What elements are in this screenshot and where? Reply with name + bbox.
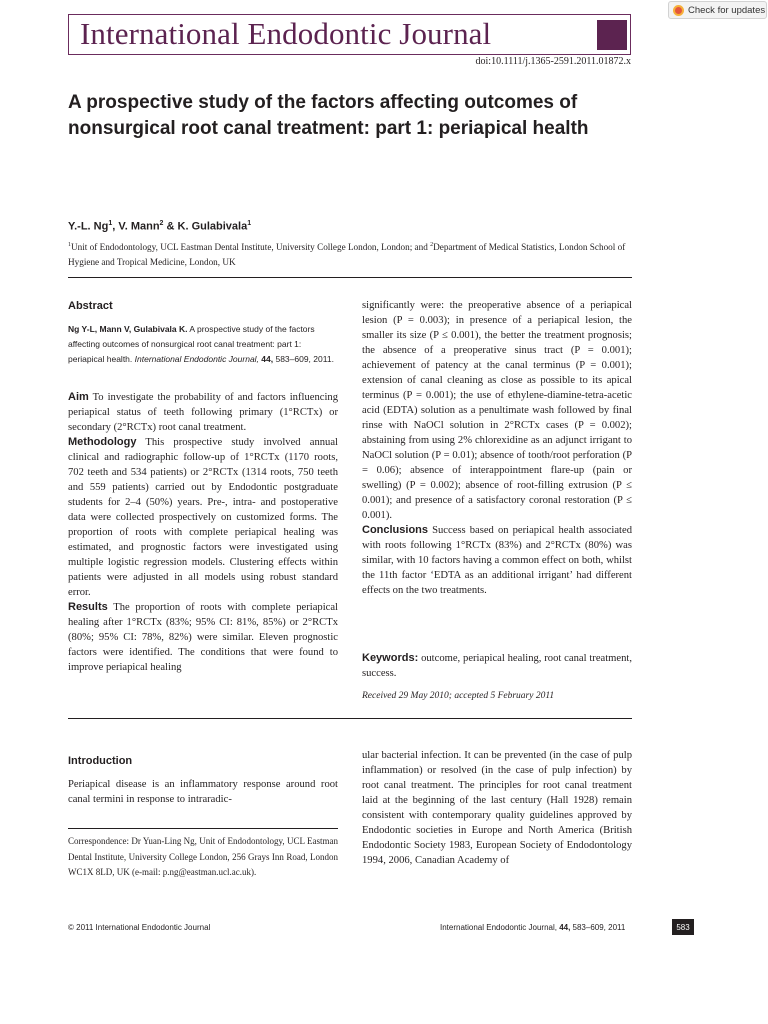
footer-journal-reference [440,923,625,932]
abstract-heading: Abstract [68,300,113,312]
introduction-right-body: ular bacterial infection. It can be prevented (in the case of pulp inflammation) or resolved (in the case of pulp infection) by root canal treatment. The principles for root canal treatment laid at the beginning of the last century (Hall 1928) remain consistent with contemporary quality guidelines approved by Endodontic societies in Europe and North America (British Endodontic Society 1983, European Society of Endodontology 1994, 2006, Canadian Academy of [362,750,632,866]
page-number: 583 [672,919,694,935]
affiliation-sup: 2 [430,242,434,248]
divider [68,277,632,278]
citation-title: A prospective study of the factors affecting outcomes of nonsurgical root canal treatment: part 1: periapical health. [68,324,315,364]
abstract-left-body [68,390,338,675]
results-continued-text: significantly were: the preoperative absence of a periapical lesion (P = 0.003); in presence of a periapical lesion, the smaller its size (P ≤ 0.001), the better the treatment prognosis; the absence of a preoperative sinus tract (P = 0.001); achievement of patency at the canal terminus (P = 0.001); extension of canal cleaning as close as possible to its apical terminus (P = 0.001); the use of ethylene-diamine-tetra-acetic acid (EDTA) solution as a penultimate wash followed by final rinse with NaOCl solution in 2°RCTx cases (P = 0.002); abstaining from using 2% chlorexidine as an adjunct irrigant to NaOCl solution (P = 0.01); absence of tooth/root perforation (P = 0.06); absence of interappointment flare-up (pain or swelling) (P = 0.002); absence of root-filling extrusion (P ≤ 0.001); and presence of a satisfactory coronal restoration (P ≤ 0.001). [362,300,632,521]
keywords [362,651,632,681]
footer-volume: 44, [556,923,571,932]
author-separator: & [163,220,178,233]
affiliations [68,238,634,270]
journal-logo-square [597,20,627,50]
check-for-updates-label: Check for updates [688,4,766,16]
conclusions-text: Success based on periapical health associated with roots following 1°RCTx (83%) and 2°RCTx (80%) was similar, with 10 factors having a common effect on both, whilst the 11th factor ‘EDTA as an additional irrigant’ had different effects on the two treatments. [362,525,632,596]
footer-copyright: © 2011 International Endodontic Journal [68,923,211,932]
methodology-text: This prospective study involved annual clinical and radiographic follow-up of 1°RCTx (1170 roots, 702 teeth and 534 patients) or 2°RCTx (1314 roots, 750 teeth and 559 patients) carried out by Endodontic postgraduate students for 2–4 (50%) years. Pre-, intra- and postoperative data were collected prospectively on customized forms. The proportion of roots with complete periapical healing was estimated, and prognostic factors were investigated using multiple logistic regression models. Clustering effects within patients were adjusted in all models using robust standard error. [68,437,338,598]
footer-pages: 583–609, 2011 [570,923,626,932]
introduction-left-body: Periapical disease is an inflammatory response around root canal termini in response to intraradic- [68,779,338,805]
author-sup: 2 [159,220,164,227]
citation-authors: Ng Y-L, Mann V, Gulabivala K. [68,324,188,334]
author-sup: 1 [108,220,113,227]
journal-name: International Endodontic Journal [80,16,492,51]
crossmark-icon [673,5,684,16]
results-text: The proportion of roots with complete periapical healing after 1°RCTx (83%; 95% CI: 81%, 85%) or 2°RCTx (80%; 95% CI: 78%, 82%) were similar. Eleven prognostic factors were identified. The conditions that were found to improve periapical healing [68,602,338,673]
author-separator: , [112,220,119,233]
affiliation-1: Unit of Endodontology, UCL Eastman Dental Institute, University College London, London; and [71,242,431,253]
author-name: V. Mann [118,220,160,233]
aim-text: To investigate the probability of and factors influencing periapical status of teeth following primary (1°RCTx) or secondary (2°RCTx) root canal treatment. [68,392,338,433]
citation-journal: International Endodontic Journal, [134,354,259,364]
introduction-heading: Introduction [68,755,133,767]
correspondence-footnote: Correspondence: Dr Yuan-Ling Ng, Unit of Endodontology, UCL Eastman Dental Institute, University College London, 256 Grays Inn Road, London WC1X 8LD, UK (e-mail: p.ng@eastman.ucl.ac.uk). [68,836,338,877]
footer-journal: International Endodontic Journal, [440,923,557,932]
footnote-divider [68,828,338,829]
citation-pages: 583–609, 2011. [273,354,334,364]
results-label: Results [68,601,108,613]
conclusions-label: Conclusions [362,524,429,536]
affiliation-sup: 1 [68,242,71,248]
divider [68,718,632,719]
aim-label: Aim [68,391,89,403]
author-sup: 1 [247,220,252,227]
doi[interactable]: doi:10.1111/j.1365-2591.2011.01872.x [475,56,631,67]
check-for-updates-button[interactable] [668,1,767,19]
citation-volume: 44, [258,354,274,364]
affiliation-2: Department of Medical Statistics, London School of Hygiene and Tropical Medicine, London, UK [68,242,626,268]
journal-header [68,14,631,55]
methodology-label: Methodology [68,436,137,448]
keywords-text: outcome, periapical healing, root canal treatment, success. [362,653,632,679]
abstract-right-body [362,298,632,598]
received-dates: Received 29 May 2010; accepted 5 February 2011 [362,691,555,701]
abstract-citation [68,322,338,367]
author-name: K. Gulabivala [177,220,248,233]
article-title: A prospective study of the factors affecting outcomes of nonsurgical root canal treatment: part 1: periapical health [68,92,589,139]
keywords-label: Keywords: [362,652,419,664]
author-name: Y.-L. Ng [68,220,109,233]
authors [68,220,251,233]
